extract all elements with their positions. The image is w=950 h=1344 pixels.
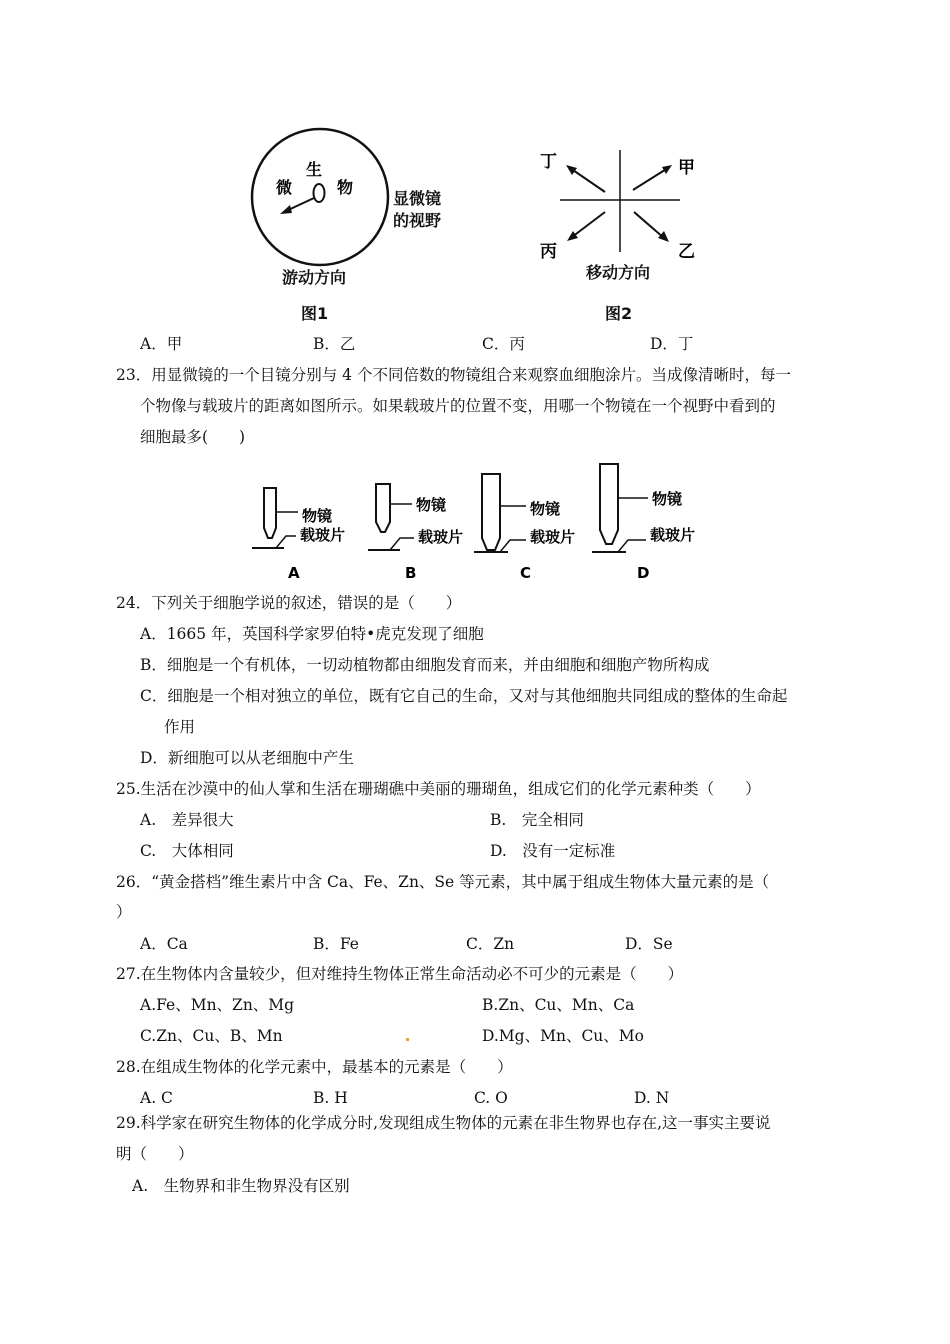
q28-option-d: D. N [634,1089,670,1107]
q24-option-d: D．新细胞可以从老细胞中产生 [140,749,354,767]
q25-option-b: B. 完全相同 [490,811,584,829]
q23-line-2: 个物像与载玻片的距离如图所示。如果载玻片的位置不变，用哪一个物镜在一个视野中看到的 [140,397,776,415]
q24-option-b: B．细胞是一个有机体，一切动植物都由细胞发育而来，并由细胞和细胞产物所构成 [140,656,710,674]
stray-dot [406,1038,409,1041]
objective-b-slide-label: 载玻片 [418,528,464,546]
circle-char-3: 物 [337,178,354,197]
objective-b-label: 物镜 [416,496,447,514]
objective-d-slide-leader [618,540,646,552]
objective-a-letter: A [288,564,300,582]
swim-arrowhead [280,205,292,214]
q26-option-d: D．Se [625,935,673,953]
q26-stem: 26．“黄金搭档”维生素片中含 Ca、Fe、Zn、Se 等元素，其中属于组成生物体大量元素的是（ [116,873,770,891]
q22-option-c: C．丙 [482,335,525,353]
objective-b-letter: B [405,564,417,582]
objective-b [368,484,463,582]
objective-a-slide-label: 载玻片 [300,526,346,544]
q25-option-a: A. 差异很大 [140,811,234,829]
q23-line-1: 23．用显微镜的一个目镜分别与 4 个不同倍数的物镜组合来观察血细胞涂片。当成像清晰时，每一 [116,366,791,384]
q23-line-3: 细胞最多( ) [140,428,246,446]
fig1-side-label-1: 显微镜 [393,189,442,208]
objective-d-label: 物镜 [652,490,683,508]
objective-c-lens [482,474,500,550]
fig2-caption: 移动方向 [586,263,651,282]
q29-line-2: 明（ ） [116,1145,194,1163]
q25-option-c: C. 大体相同 [140,842,234,860]
q27-stem: 27.在生物体内含量较少，但对维持生物体正常生命活动必不可少的元素是（ ） [116,965,684,983]
objective-d-lens [600,464,618,544]
arrow-ding [570,168,605,192]
objective-c-slide-label: 载玻片 [530,528,576,546]
organism-shape [314,184,325,202]
q25-option-d: D. 没有一定标准 [490,842,616,860]
direction-bing: 丙 [540,242,557,262]
fig1-title: 图1 [301,304,329,323]
direction-diagram [530,140,710,280]
objective-a-slide-leader [276,536,296,548]
q22-option-a: A．甲 [140,335,183,353]
circle-char-1: 生 [306,160,323,179]
q26-stem-end: ） [116,903,132,921]
objective-c [474,474,575,582]
q24-option-a: A．1665 年，英国科学家罗伯特•虎克发现了细胞 [140,625,484,643]
objective-d-slide-label: 载玻片 [650,526,696,544]
q26-option-a: A．Ca [140,935,188,953]
objective-d [592,464,695,582]
q28-stem: 28.在组成生物体的化学元素中，最基本的元素是（ ） [116,1058,513,1076]
arrow-jia [633,168,668,190]
q28-option-c: C. O [474,1089,508,1107]
objective-lens-diagram [250,460,710,585]
q29-option-a: A. 生物界和非生物界没有区别 [132,1177,350,1195]
q28-option-b: B. H [313,1089,348,1107]
q27-option-d: D.Mg、Mn、Cu、Mo [482,1027,644,1045]
objective-b-lens [376,484,390,532]
q24-option-c-line-1: C．细胞是一个相对独立的单位，既有它自己的生命，又对与其他细胞共同组成的整体的生命起 [140,687,788,705]
fig1-side-label-2: 的视野 [393,211,442,230]
objective-a-lens [264,488,276,538]
objective-c-slide-leader [500,540,526,552]
q24-option-c-line-2: 作用 [164,718,196,736]
objective-b-slide-leader [390,538,414,550]
circle-char-2: 微 [276,178,293,197]
direction-yi: 乙 [678,242,695,262]
q27-option-a: A.Fe、Mn、Zn、Mg [140,996,295,1014]
q24-stem: 24．下列关于细胞学说的叙述，错误的是（ ） [116,594,462,612]
q26-option-b: B．Fe [313,935,359,953]
q22-option-d: D．丁 [650,335,694,353]
objective-a-label: 物镜 [302,507,333,525]
q26-option-c: C．Zn [466,935,515,953]
arrow-bing [572,212,605,237]
q28-option-a: A. C [140,1089,173,1107]
objective-c-letter: C [520,564,532,582]
q22-option-b: B．乙 [313,335,356,353]
q27-option-b: B.Zn、Cu、Mn、Ca [482,996,635,1014]
arrowhead-yi [658,231,669,242]
fig2-title: 图2 [605,304,633,323]
direction-ding: 丁 [540,152,557,172]
objective-d-letter: D [637,564,650,582]
direction-jia: 甲 [678,158,695,178]
arrow-yi [634,212,664,238]
q29-line-1: 29.科学家在研究生物体的化学成分时,发现组成生物体的元素在非生物界也存在,这一事实主要说 [116,1114,771,1132]
q27-option-c: C.Zn、Cu、B、Mn [140,1027,283,1045]
objective-c-label: 物镜 [530,500,561,518]
objective-a [252,488,345,582]
fig1-caption: 游动方向 [282,268,347,287]
q25-stem: 25.生活在沙漠中的仙人掌和生活在珊瑚礁中美丽的珊瑚鱼，组成它们的化学元素种类（ ） [116,780,761,798]
arrowhead-ding [566,165,577,175]
arrowhead-jia [662,165,672,174]
